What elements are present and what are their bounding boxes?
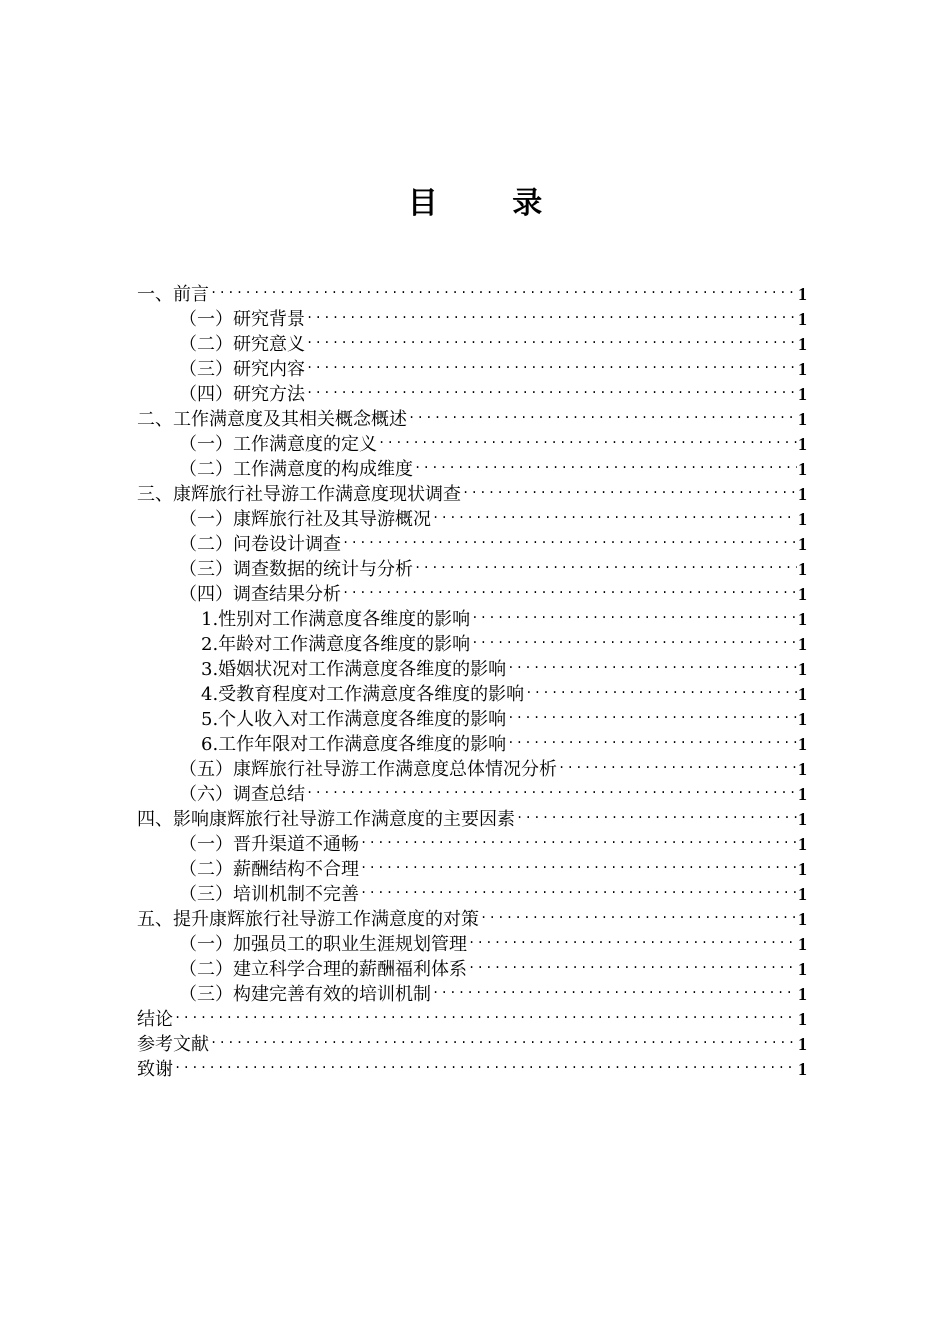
toc-leader-dots [360,825,797,850]
toc-entry-text: （四）研究方法 [179,384,305,405]
toc-leader-dots [480,900,797,925]
toc-entry-text: （三）培训机制不完善 [179,884,359,905]
toc-page-number: 1 [798,509,807,529]
toc-entry-text: 四、影响康辉旅行社导游工作满意度的主要因素 [137,809,515,830]
toc-entry-text: 二、工作满意度及其相关概念概述 [137,409,407,430]
toc-leader-dots [468,925,797,950]
toc-entry-text: （二）薪酬结构不合理 [179,859,359,880]
toc-leader-dots [306,775,797,800]
toc-leader-dots [306,300,797,325]
toc-entry-text: 1.性别对工作满意度各维度的影响 [201,609,471,630]
toc-leader-dots [432,500,797,525]
toc-entry-text: 参考文献 [137,1034,209,1055]
toc-leader-dots [471,600,797,625]
toc-entry[interactable] [137,1025,807,1055]
toc-page-number: 1 [798,459,807,479]
toc-leader-dots [507,650,797,675]
toc-leader-dots [210,1025,797,1050]
page-title: 目 录 [407,186,575,221]
toc-entry-text: （一）工作满意度的定义 [179,434,377,455]
toc-leader-dots [558,750,797,775]
toc-page-number: 1 [798,1009,807,1029]
toc-entry[interactable] [137,275,807,305]
toc-entry-text: （一）晋升渠道不通畅 [179,834,359,855]
toc-entry-text: 五、提升康辉旅行社导游工作满意度的对策 [137,909,479,930]
toc-leader-dots [414,550,797,575]
toc-entry-text: 3.婚姻状况对工作满意度各维度的影响 [201,659,507,680]
toc-page-number: 1 [798,559,807,579]
toc-leader-dots [306,350,797,375]
toc-entry-text: 6.工作年限对工作满意度各维度的影响 [201,734,507,755]
toc-entry-text: （一）加强员工的职业生涯规划管理 [179,934,467,955]
toc-entry-text: （一）康辉旅行社及其导游概况 [179,509,431,530]
toc-entry-text: （三）研究内容 [179,359,305,380]
toc-entry-text: （二）工作满意度的构成维度 [179,459,413,480]
toc-leader-dots [414,450,797,475]
toc-page-number: 1 [798,684,807,704]
toc-page-number: 1 [798,709,807,729]
toc-leader-dots [462,475,797,500]
toc-page-number: 1 [798,909,807,929]
toc-entry-text: （四）调查结果分析 [179,584,341,605]
toc-leader-dots [174,1000,797,1025]
toc-entry-text: （二）建立科学合理的薪酬福利体系 [179,959,467,980]
toc-leader-dots [360,875,797,900]
toc-page-number: 1 [798,959,807,979]
toc-entry-text: （三）构建完善有效的培训机制 [179,984,431,1005]
toc-page-number: 1 [798,534,807,554]
toc-entry-text: 一、前言 [137,284,209,305]
toc-leader-dots [174,1050,797,1075]
toc-entry[interactable] [137,300,807,330]
toc-entry-text: （三）调查数据的统计与分析 [179,559,413,580]
toc-page-number: 1 [798,834,807,854]
toc-entry[interactable] [137,1050,807,1080]
toc-page-number: 1 [798,359,807,379]
toc-entry-text: 结论 [137,1009,173,1030]
toc-page-number: 1 [798,934,807,954]
toc-entry-text: 4.受教育程度对工作满意度各维度的影响 [201,684,525,705]
toc-leader-dots [378,425,797,450]
toc-leader-dots [306,375,797,400]
toc-leader-dots [468,950,797,975]
toc-page-number: 1 [798,884,807,904]
toc-page-number: 1 [798,984,807,1004]
toc-page-number: 1 [798,284,807,304]
toc-leader-dots [342,525,797,550]
toc-page-number: 1 [798,434,807,454]
toc-entry-text: （六）调查总结 [179,784,305,805]
toc-entry-text: （二）问卷设计调查 [179,534,341,555]
toc-page-number: 1 [798,634,807,654]
toc-leader-dots [525,675,797,700]
toc-entry-text: 2.年龄对工作满意度各维度的影响 [201,634,471,655]
toc-page-number: 1 [798,859,807,879]
toc-page-number: 1 [798,309,807,329]
toc-page-number: 1 [798,384,807,404]
toc-leader-dots [408,400,797,425]
toc-page-number: 1 [798,809,807,829]
toc-page-number: 1 [798,784,807,804]
toc-entry-text: 5.个人收入对工作满意度各维度的影响 [201,709,507,730]
toc-entry-text: 三、康辉旅行社导游工作满意度现状调查 [137,484,461,505]
toc-page-number: 1 [798,609,807,629]
toc-entry[interactable] [137,1000,807,1030]
toc-entry-text: （一）研究背景 [179,309,305,330]
toc-leader-dots [306,325,797,350]
toc-page-number: 1 [798,1034,807,1054]
toc-leader-dots [360,850,797,875]
toc-page-number: 1 [798,734,807,754]
toc-page-number: 1 [798,484,807,504]
toc-page-number: 1 [798,1059,807,1079]
toc-page-number: 1 [798,659,807,679]
toc-leader-dots [471,625,797,650]
toc-page-number: 1 [798,409,807,429]
toc-leader-dots [432,975,797,1000]
table-of-contents [137,275,807,1080]
toc-leader-dots [210,275,797,300]
toc-page-number: 1 [798,334,807,354]
toc-entry-text: （二）研究意义 [179,334,305,355]
toc-page-number: 1 [798,759,807,779]
toc-leader-dots [507,700,797,725]
toc-page-number: 1 [798,584,807,604]
toc-leader-dots [342,575,797,600]
toc-leader-dots [507,725,797,750]
toc-leader-dots [516,800,797,825]
toc-entry-text: （五）康辉旅行社导游工作满意度总体情况分析 [179,759,557,780]
toc-entry-text: 致谢 [137,1059,173,1080]
